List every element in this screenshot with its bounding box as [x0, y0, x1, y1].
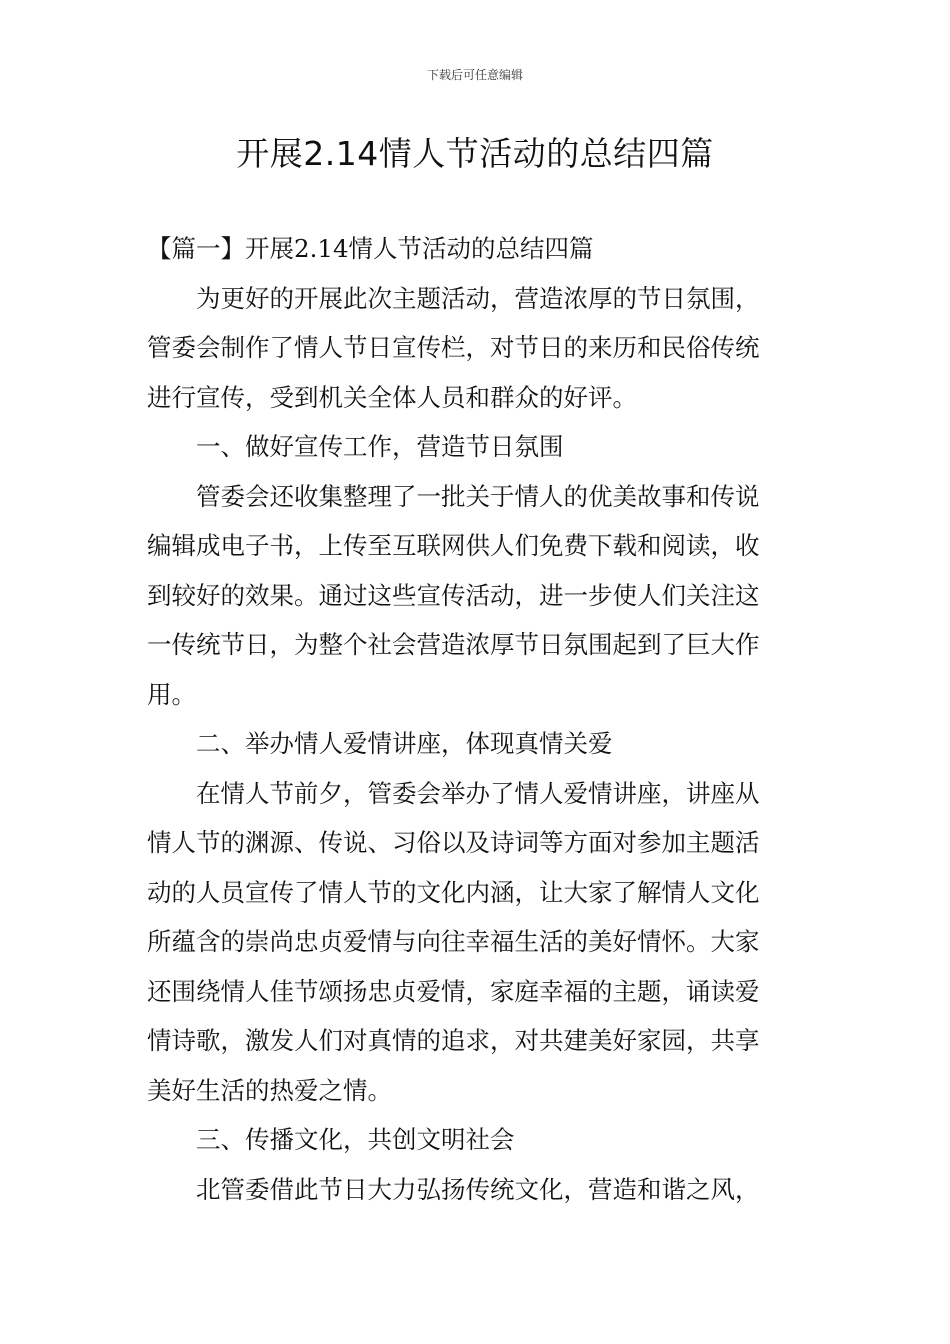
document-title: 开展2.14情人节活动的总结四篇	[236, 134, 714, 173]
paragraph-line: 为更好的开展此次主题活动，营造浓厚的节日氛围，	[196, 283, 760, 313]
body-paragraph	[147, 1165, 807, 1215]
section-tag: 【篇一】开展2.14情人节活动的总结四篇	[147, 234, 594, 263]
body-paragraph	[147, 472, 807, 720]
paragraph-line: 情人节的渊源、传说、习俗以及诗词等方面对参加主题活	[147, 828, 760, 857]
paragraph-line: 到较好的效果。通过这些宣传活动，进一步使人们关注这	[147, 580, 760, 610]
paragraph-line: 进行宣传，受到机关全体人员和群众的好评。	[147, 382, 637, 412]
section-heading: 一、做好宣传工作，营造节日氛围	[196, 432, 564, 461]
paragraph-line: 情诗歌，激发人们对真情的追求，对共建美好家园，共享	[147, 1026, 760, 1055]
paragraph-line: 美好生活的热爱之情。	[147, 1075, 392, 1105]
paragraph-line: 还围绕情人佳节颂扬忠贞爱情，家庭幸福的主题，诵读爱	[147, 976, 760, 1006]
paragraph-line: 所蕴含的崇尚忠贞爱情与向往幸福生活的美好情怀。大家	[147, 927, 760, 956]
paragraph-line: 管委会还收集整理了一批关于情人的优美故事和传说	[196, 481, 760, 511]
paragraph-line: 管委会制作了情人节日宣传栏，对节日的来历和民俗传统	[147, 333, 760, 362]
section-heading: 二、举办情人爱情讲座，体现真情关爱	[196, 729, 613, 758]
section-heading: 三、传播文化，共创文明社会	[196, 1125, 515, 1154]
body-paragraph	[147, 769, 807, 1116]
body-paragraph	[147, 274, 807, 423]
paragraph-line: 动的人员宣传了情人节的文化内涵，让大家了解情人文化	[147, 877, 760, 907]
document-body	[147, 224, 807, 1214]
paragraph-line: 在情人节前夕，管委会举办了情人爱情讲座，讲座从	[196, 778, 760, 808]
paragraph-line: 编辑成电子书，上传至互联网供人们免费下载和阅读，收	[147, 531, 760, 560]
header-note: 下载后可任意编辑	[426, 68, 523, 82]
paragraph-line: 用。	[147, 679, 196, 709]
paragraph-line: 一传统节日，为整个社会营造浓厚节日氛围起到了巨大作	[147, 630, 760, 659]
paragraph-line: 北管委借此节日大力弘扬传统文化，营造和谐之风，	[196, 1174, 760, 1204]
